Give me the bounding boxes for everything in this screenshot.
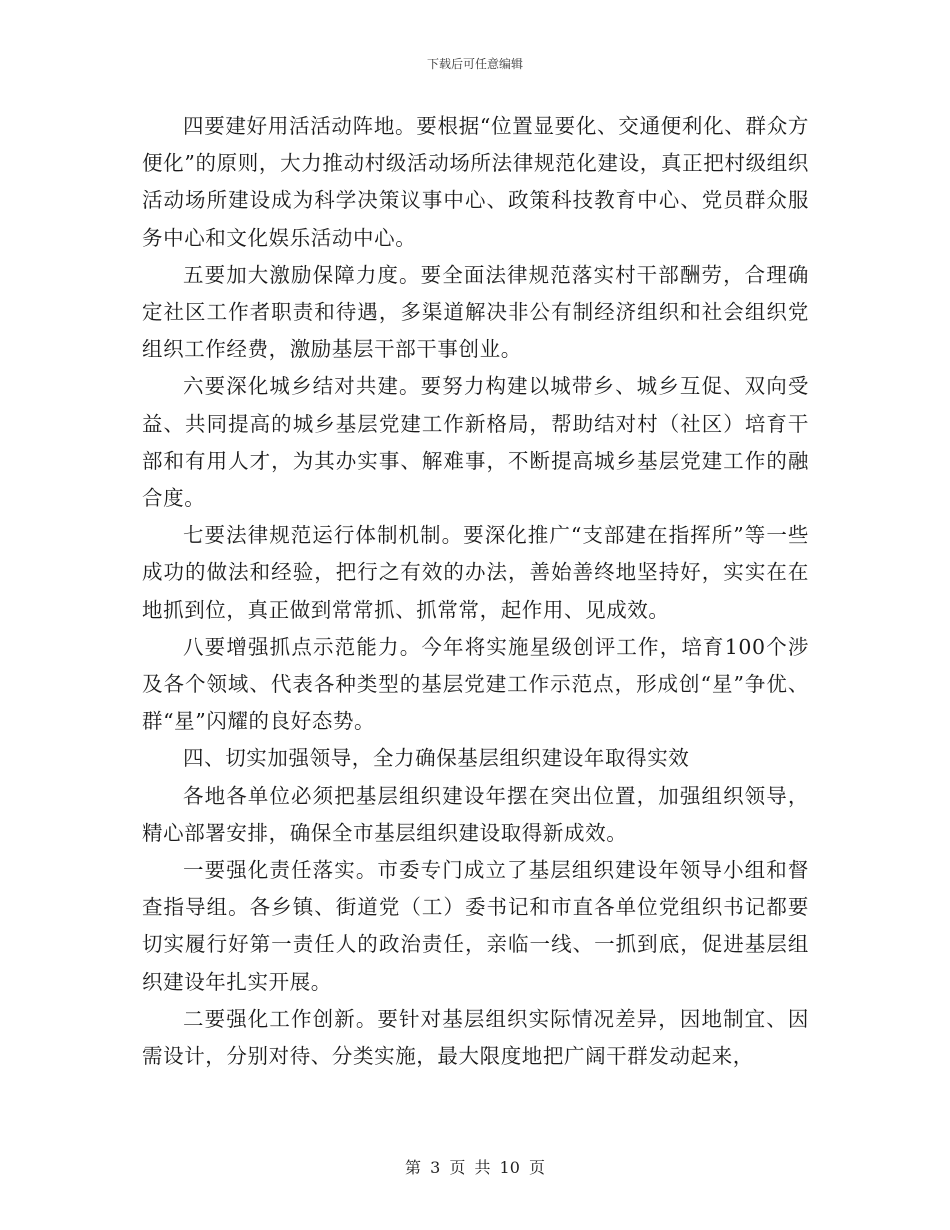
- paragraph-3: 六要深化城乡结对共建。要努力构建以城带乡、城乡互促、双向受益、共同提高的城乡基层党建工作新格局，帮助结对村（社区）培育干部和有用人才，为其办实事、解难事，不断提高城乡基层党建工作的融合度。: [142, 374, 809, 511]
- paragraph-4: 七要法律规范运行体制机制。要深化推广“支部建在指挥所”等一些成功的做法和经验，把行之有效的办法，善始善终地坚持好，实实在在地抓到位，真正做到常常抓、抓常常，起作用、见成效。: [142, 523, 809, 622]
- paragraph-8: 二要强化工作创新。要针对基层组织实际情况差异，因地制宜、因需设计，分别对待、分类实施，最大限度地把广阔干群发动起来，: [142, 1006, 809, 1069]
- paragraph-7: 一要强化责任落实。市委专门成立了基层组织建设年领导小组和督查指导组。各乡镇、街道党（工）委书记和市直各单位党组织书记都要切实履行好第一责任人的政治责任，亲临一线、一抓到底，促进基层组织建设年扎实开展。: [142, 858, 809, 994]
- document-body: [142, 108, 809, 1075]
- paragraph-5: 八要增强抓点示范能力。今年将实施星级创评工作，培育100个涉及各个领域、代表各种类型的基层党建工作示范点，形成创“星”争优、群“星”闪耀的良好态势。: [142, 634, 809, 734]
- section-heading: 四、切实加强领导，全力确保基层组织建设年取得实效: [183, 746, 690, 771]
- page-footer: 第 3 页 共 10 页: [405, 1158, 545, 1177]
- paragraph-1: 四要建好用活活动阵地。要根据“位置显要化、交通便利化、群众方便化”的原则，大力推动村级活动场所法律规范化建设，真正把村级组织活动场所建设成为科学决策议事中心、政策科技教育中心、党员群众服务中心和文化娱乐活动中心。: [142, 114, 809, 250]
- paragraph-6: 各地各单位必须把基层组织建设年摆在突出位置，加强组织领导，精心部署安排，确保全市基层组织建设取得新成效。: [142, 783, 809, 845]
- page-header: 下载后可任意编辑: [426, 57, 523, 71]
- paragraph-2: 五要加大激励保障力度。要全面法律规范落实村干部酬劳，合理确定社区工作者职责和待遇，多渠道解决非公有制经济组织和社会组织党组织工作经费，激励基层干部干事创业。: [142, 262, 809, 362]
